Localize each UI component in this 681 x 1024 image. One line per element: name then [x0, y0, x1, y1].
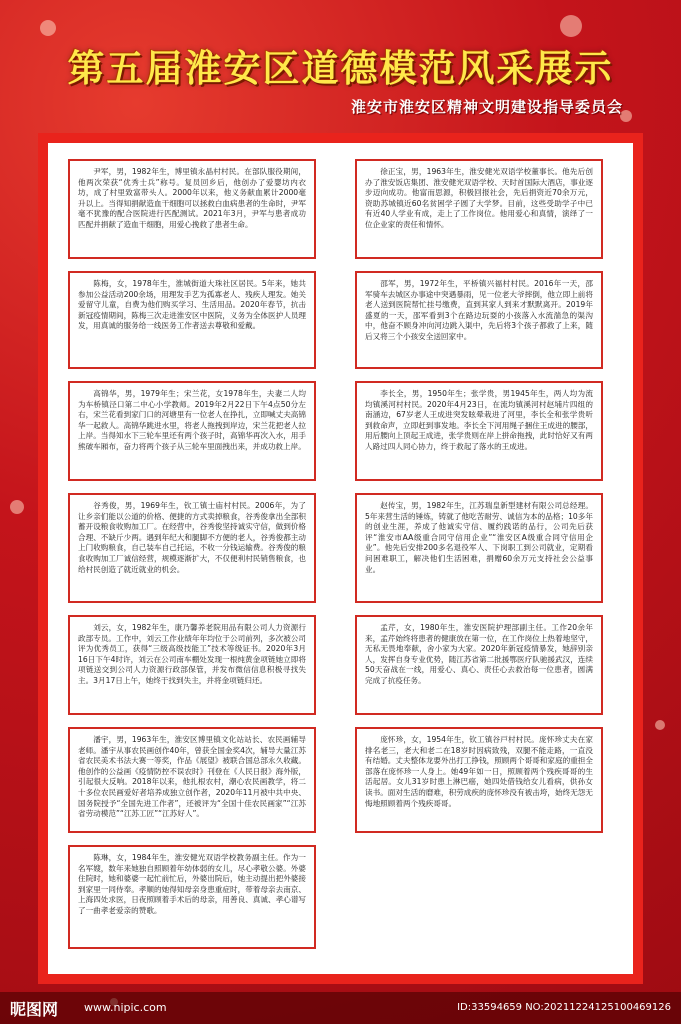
watermark-url: www.nipic.com: [84, 1001, 167, 1014]
watermark-logo: 昵图网: [10, 1000, 59, 1019]
background-sparkle: [40, 20, 56, 36]
profile-card: 刘云，女，1982年生，康乃馨养老院用品有限公司人力资源行政部专员。工作中，刘云工作业绩年年均位于公司前列，多次被公司评为优秀员工，获得“三级高级技能工”技术等级证书。2020年3月16日下午4时许，刘云在公司南车棚处发现一根纯黄金项链她立即将项链送交到公司人力资源行政部保管，并发布微信信息积极寻找失主。3月17日上午，她终于找到失主，并将金项链归还。: [68, 615, 316, 715]
profile-card: 徐正宝，男，1963年生，淮安健光双语学校董事长。他先后创办了淮安饭店集团、淮安健光双语学校、天时首国际大酒店，事业逐步迈向成功。他富而思源，积极回报社会，先后捐资近70余万元，资助苏城镇近60名贫困学子圆了大学梦。目前，这些受助学子中已有近40人学业有成，走上了工作岗位。他用爱心和真情，演绎了一位企业家的责任和情怀。: [355, 159, 603, 259]
profile-card: 陈梅，女，1978年生，淮城街道大珠社区居民。5年来，她共参加公益活动200余场，用理发手艺为孤寡老人、残疾人理发。她关爱留守儿童，自费为他们购买学习、生活用品。2020年春节，抗击新冠疫情期间，陈梅三次走进淮安区中医院，义务为全体医护人员理发，用真诚的服务给一线医务工作者送去尊敬和爱戴。: [68, 271, 316, 369]
background-sparkle: [10, 500, 24, 514]
profile-card: 庞怀珍，女，1954年生，钦工镇谷戸村村民。庞怀珍丈夫在家排名老三，老大和老二在18岁时因病致残，双腿不能走路，一直没有结婚。丈夫整体龙要外出打工挣钱，照顾两个哥哥和家庭的重担全部落在庞怀珍一人身上。她49年如一日，照顾着两个残疾哥哥的生活起居。女儿31岁时患上淋巴癌，她四处借钱给女儿看病，供孙女读书。面对生活的磨难，积劳成疾的庞怀珍没有被击垮，始终无怨无悔地照顾着两个残疾哥哥。: [355, 727, 603, 833]
watermark-footer: [0, 992, 681, 1024]
profile-card: 潘宇，男，1963年生，淮安区博里镇文化站站长、农民画辅导老师。潘宇从事农民画创作40年，曾获全国金奖4次，辅导大量江苏省农民美术书法大赛一等奖，作品《展望》被联合国总部永久收藏。他创作的公益画《疫情防控不误农时》刊登在《人民日报》海外版，引起很大反响。2018年以来，他扎根农村，潮心农民画教学，将二十多位农民画爱好者培养成独立创作者，2020年11月被中共中央、国务院授予“全国先进工作者”，还被评为“全国十佳农民画家”“江苏省劳动模范”“江苏工匠”“江苏好人”。: [68, 727, 316, 833]
content-panel-inner: [48, 143, 633, 974]
watermark-info: ID:33594659 NO:20211224125100469126: [457, 1002, 671, 1013]
profile-card: 高锦华，男，1979年生；宋兰花，女1978年生，夫妻二人均为车桥镇泾口第二中心小学教师。2019年2月22日下午4点50分左右，宋兰花看到家门口的河塘里有一位老人在挣扎，立即喊丈夫高锦华一起救人。高锦华跳进水里，将老人拖拽到岸边，宋兰花把老人拉上岸。当得知水下三轮车里还有两个孩子时，高锦华再次入水，用手熊破车厢布，奋力将两个孩子从三轮车里面拽出来，并成功救上岸。: [68, 381, 316, 481]
profile-card: 邵军，男，1972年生，平桥镇兴福村村民。2016年一天，邵军骑车去城区办事途中突遇暴雨，见一位老大爷摔倒，他立即上前将老人送到医院帮忙挂号缴费，直到其家人到来才默默离开。2019年盛夏的一天，邵军看到3个在路边玩耍的小孩落入水流湍急的渠沟中，他奋不顾身冲向河边跳入渠中，先后将3个孩子都救了上来，随后又将三个小孩安全送回家中。: [355, 271, 603, 369]
background-sparkle: [655, 720, 665, 730]
page-subtitle: 淮安市淮安区精神文明建设指导委员会: [350, 98, 623, 116]
background-sparkle: [560, 15, 582, 37]
profile-card: 赵传宝，男，1982年生，江苏瑞皇新型建材有限公司总经理。5年来营生活的锤炼，铸就了他吃苦耐劳、诚信为本的品格；10多年的创业生涯，养成了他诚实守信、履约践诺的品行，公司先后获评“淮安市AA级重合同守信用企业”“淮安区A级重合同守信用企业”。他先后安排200多名退役军人、下岗职工到公司就业，定期看问困难职工，解决他们生活困难，捐赠60余万元支持社会公益事业。: [355, 493, 603, 603]
profile-card: 谷秀俊，男，1969年生，钦工镇士庙村村民。2006年，为了让乡亲们能以公道的价格、便捷的方式卖掉粮食，谷秀俊拿出全部积蓄开设粮食收购加工厂。在经营中，谷秀俊坚持诚实守信，做到价格合理、不缺斤少两。遇到年纪大和腿脚不方便的老人，谷秀俊都主动上门收购粮食，自己装车自己托运，不收一分钱运输费。谷秀俊的粮食收购加工厂诚信经营，规模逐渐扩大，不仅便利村民销售粮食，也给村民创造了就近就业的机会。: [68, 493, 316, 603]
profile-card: 陈琳，女，1984年生，淮安健光双语学校教务副主任。作为一名军嫂，数年来她独自照顾着年幼体弱的女儿，尽心孝敬公婆。外婆住院时，她和婆婆一起忙前忙后，外婆出院后，她主动提出把外婆接到家里一同侍奉。孝顺的她得知母亲身患重症时，带着母亲去南京、上海四处求医，日夜照顾着手术后的母亲，用善良、真诚、孝心谱写了一曲孝老爱亲的赞歌。: [68, 845, 316, 949]
content-panel: [38, 133, 643, 984]
profile-card: 孟芹，女，1980年生，淮安医院护理部副主任。工作20余年来，孟芹始终将患者的健康放在第一位，在工作岗位上热着地坚守，无私无畏地奉献，舍小家为大家。2020年新冠疫情暴发，她辞别亲人，发挥自身专业优势，随江苏省第二批援鄂医疗队驰援武汉，连续50天奋战在一线，用爱心、真心、责任心去救治每一位患者，圆满完成了抗疫任务。: [355, 615, 603, 715]
profile-card: 李长全，男，1950年生；张学贵，男1945年生，两人均为流均镇溪河村村民。2020年4月23日，在流均镇溪河村赵埔片四组的南涵边，67岁老人王成进突发眩晕栽进了河里，李长全和张学贵听到救命声，立即赶到事发地。李长全下河用绳子捆住王成进的腰部，用后腰向上顶起王成进，张学贵则在岸上拼命拖拽，此时恰好又有两人路过四人同心协力，终于救起了落水的王成进。: [355, 381, 603, 481]
profile-card: 尹军，男，1982年生，博里镇永晶村村民。在部队服役期间，他两次荣获“优秀士兵”称号。复员回乡后，他创办了爱婴坊内衣坊，成了村里致富带头人。2000年以来，他义务献血累计2000毫升以上。当得知捐献造血干细胞可以拯救白血病患者的生命时，尹军毫不犹豫的配合医院进行匹配测试。2021年3月，尹军与患者成功匹配并捐献了造血干细胞，用爱心挽救了患者生命。: [68, 159, 316, 259]
page-title: 第五届淮安区道德模范风采展示: [67, 46, 614, 90]
